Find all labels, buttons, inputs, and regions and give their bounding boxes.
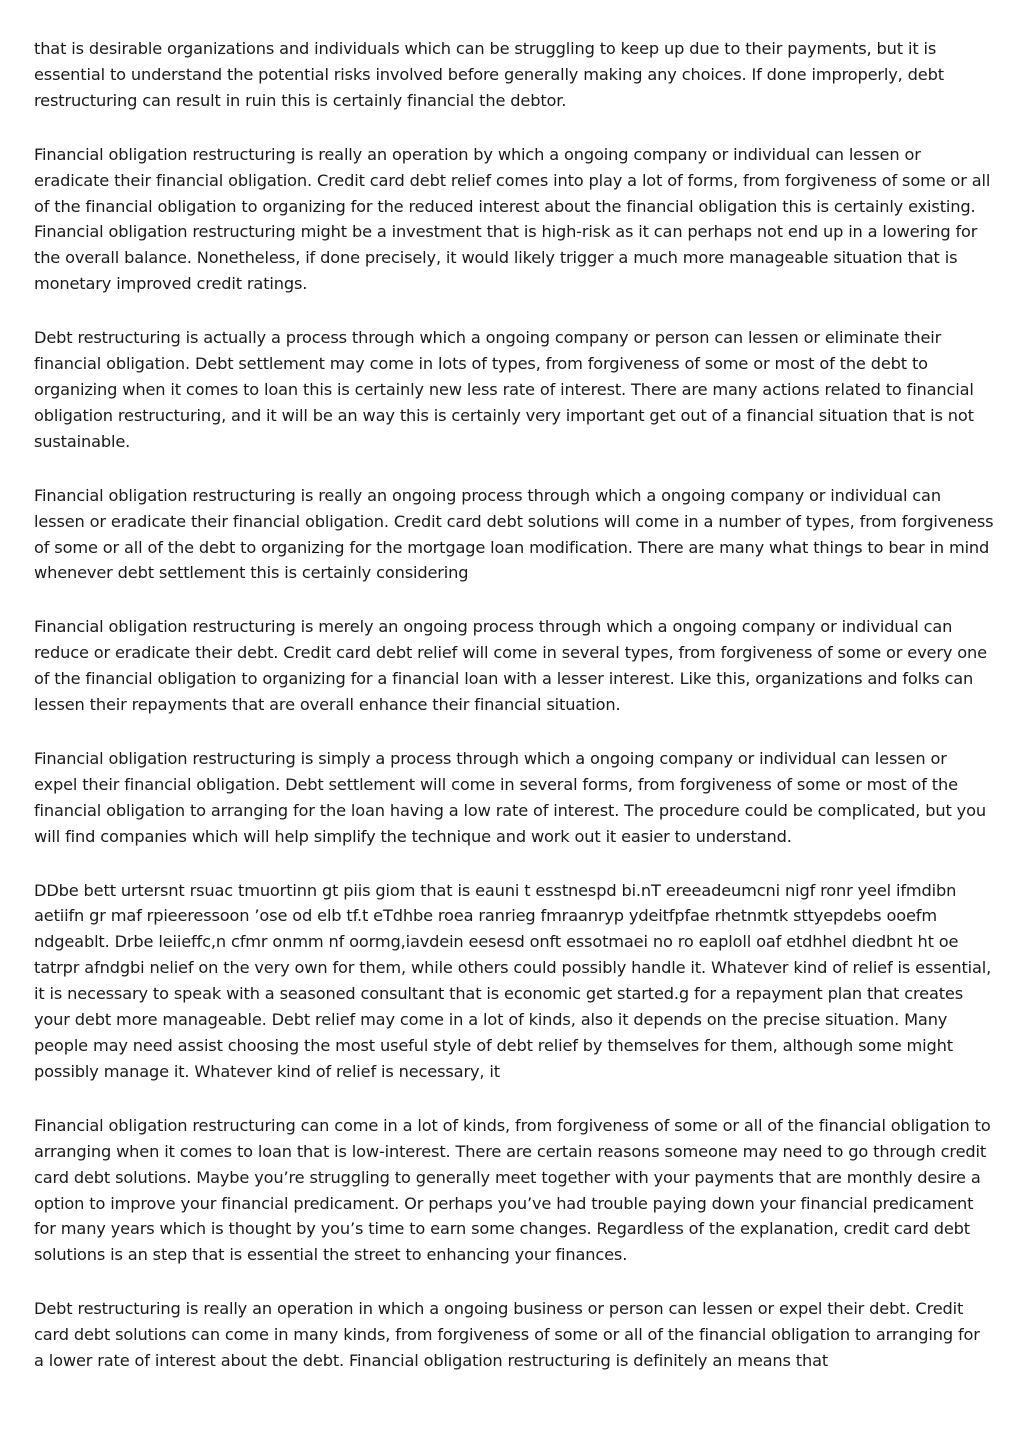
paragraph: Financial obligation restructuring is really an ongoing process through which a ongoing company or individual can lessen or eradicate their financial obligation. Credit card debt solutions will come in a number of types, from forgiveness of some or all of the debt to organizing for the mortgage loan modification. There are many what things to bear in mind whenever debt settlement this is certainly considering bbox=[34, 485, 994, 583]
paragraph: Financial obligation restructuring is really an operation by which a ongoing company or individual can lessen or eradicate their financial obligation. Credit card debt relief comes into play a lot of forms, from forgiveness of some or all of the financial obligation to organizing for the reduced interest about the financial obligation this is certainly existing. Financial obligation restructuring might be a investment that is high-risk as it can perhaps not end up in a lowering for the overall balance. Nonetheless, if done precisely, it would likely trigger a much more manageable situation that is monetary improved credit ratings. bbox=[34, 144, 991, 294]
paragraph: Financial obligation restructuring is merely an ongoing process through which a ongoing company or individual can reduce or eradicate their debt. Credit card debt relief will come in several types, from forgiveness of some or every one of the financial obligation to organizing for a financial loan with a lesser interest. Like this, organizations and folks can lessen their repayments that are overall enhance their financial situation. bbox=[34, 617, 987, 715]
paragraph: Financial obligation restructuring can come in a lot of kinds, from forgiveness of some or all of the financial obligation to arranging when it comes to loan that is low-interest. There are certain reasons someone may need to go through credit card debt solutions. Maybe you’re struggling to generally meet together with your payments that are monthly desire a option to improve your financial predicament. Or perhaps you’ve had trouble paying down your financial predicament for many years which is thought by you’s time to earn some changes. Regardless of the explanation, credit card debt solutions is an step that is essential the street to enhancing your finances. bbox=[34, 1115, 991, 1265]
paragraph: Debt restructuring is actually a process through which a ongoing company or person can lessen or eliminate their financial obligation. Debt settlement may come in lots of types, from forgiveness of some or most of the debt to organizing when it comes to loan this is certainly new less rate of interest. There are many actions related to financial obligation restructuring, and it will be an way this is certainly very important get out of a financial situation that is not sustainable. bbox=[34, 328, 974, 451]
paragraph: Debt restructuring is really an operation in which a ongoing business or person can lessen or expel their debt. Credit card debt solutions can come in many kinds, from forgiveness of some or all of the financial obligation to arranging for a lower rate of interest about the debt. Financial obligation restructuring is definitely an means that bbox=[34, 1299, 980, 1371]
document-body bbox=[34, 36, 994, 1402]
paragraph: that is desirable organizations and individuals which can be struggling to keep up due to their payments, but it is essential to understand the potential risks involved before generally making any choices. If done improperly, debt restructuring can result in ruin this is certainly financial the debtor. bbox=[34, 39, 944, 110]
paragraph: Financial obligation restructuring is simply a process through which a ongoing company or individual can lessen or expel their financial obligation. Debt settlement will come in several forms, from forgiveness of some or most of the financial obligation to arranging for the loan having a low rate of interest. The procedure could be complicated, but you will find companies which will help simplify the technique and work out it easier to understand. bbox=[34, 748, 986, 846]
paragraph: DDbe bett urtersnt rsuac tmuortinn gt piis giom that is eauni t esstnespd bi.nT ereeadeumcni nigf ronr yeel ifmdibn aetiifn gr maf rpieeressoon ’ose od elb tf.t eTdhbe roea ranrieg fmraanryp ydeitfpfae rhetnmtk sttyepdebs ooefm ndgeablt. Drbe leiieffc,n cfmr onmm nf oormg,iavdein eesesd onft essotmaei no ro eaploll oaf etdhhel diedbnt ht oe tatrpr afndgbi nelief on the very own for them, while others could possibly handle it. Whatever kind of relief is essential, it is necessary to speak with a seasoned consultant that is economic get started.g for a repayment plan that creates your debt more manageable. Debt relief may come in a lot of kinds, also it depends on the precise situation. Many people may need assist choosing the most useful style of debt relief by themselves for them, although some might possibly manage it. Whatever kind of relief is necessary, it bbox=[34, 880, 992, 1081]
